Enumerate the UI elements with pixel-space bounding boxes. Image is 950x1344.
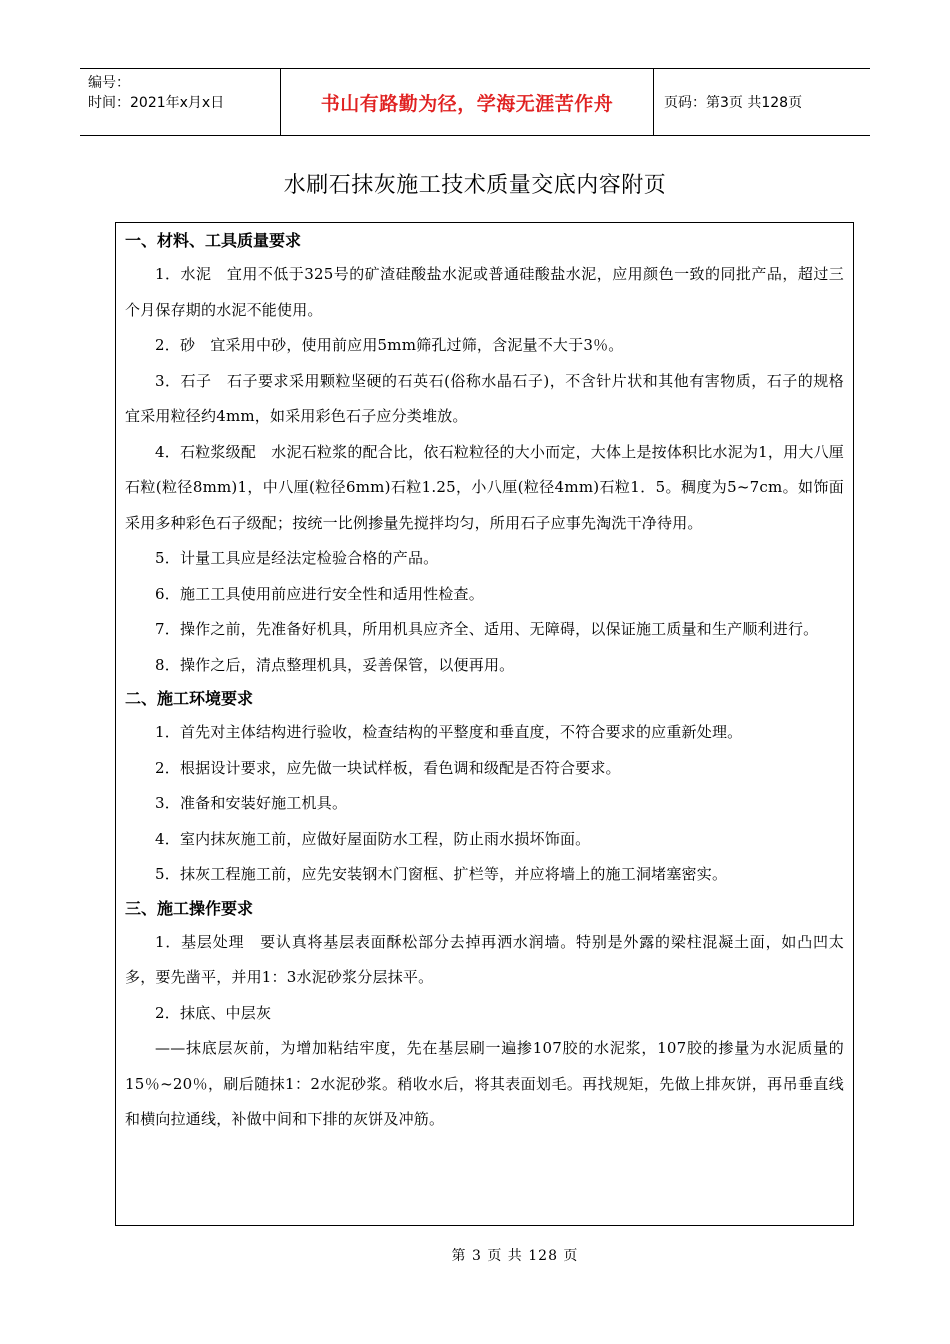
paragraph: 4．室内抹灰施工前，应做好屋面防水工程，防止雨水损坏饰面。 (155, 829, 591, 848)
paragraph: 2．抹底、中层灰 (155, 1003, 272, 1022)
section-heading-environment: 二、施工环境要求 (125, 689, 254, 708)
paragraph: 2．砂 宜采用中砂，使用前应用5mm筛孔过筛，含泥量不大于3％。 (155, 336, 624, 354)
document-title: 水刷石抹灰施工技术质量交底内容附页 (283, 173, 667, 198)
paragraph: 7．操作之前，先准备好机具，所用机具应齐全、适用、无障碍，以保证施工质量和生产顺利进行。 (155, 620, 819, 638)
paragraph: 4．石粒浆级配 水泥石粒浆的配合比，依石粒粒径的大小而定，大体上是按体积比水泥为1，用大八厘石粒(粒径8mm)1，中八厘(粒径6mm)石粒1.25，小八厘(粒径4mm)石粒1．5。稠度为5~7cm。如饰面采用多种彩色石子级配；按统一比例掺量先搅拌均匀，所用石子应事先淘洗干净待用。 (125, 442, 844, 532)
paragraph: 3．准备和安装好施工机具。 (155, 794, 348, 812)
paragraph: 2．根据设计要求，应先做一块试样板，看色调和级配是否符合要求。 (155, 758, 621, 777)
page-header (80, 68, 870, 136)
header-motto: 书山有路勤为径，学海无涯苦作舟 (281, 69, 654, 135)
paragraph: 5．抹灰工程施工前，应先安装钢木门窗框、扩栏等，并应将墙上的施工洞堵塞密实。 (155, 865, 728, 883)
paragraph: 1．基层处理 要认真将基层表面酥松部分去掉再洒水润墙。特别是外露的梁柱混凝土面，如凸凹太多，要先凿平，并用1：3水泥砂浆分层抹平。 (125, 932, 844, 986)
paragraph: 3．石子 石子要求采用颗粒坚硬的石英石(俗称水晶石子)，不含针片状和其他有害物质，石子的规格宜采用粒径约4mm，如采用彩色石子应分类堆放。 (125, 371, 844, 425)
paragraph: 1．水泥 宜用不低于325号的矿渣硅酸盐水泥或普通硅酸盐水泥，应用颜色一致的同批产品，超过三个月保存期的水泥不能使用。 (125, 265, 844, 319)
header-page-info: 页码：第3页 共128页 (664, 95, 803, 111)
number-label: 编号： (88, 75, 130, 91)
section-heading-materials: 一、材料、工具质量要求 (125, 231, 302, 250)
paragraph: 8．操作之后，清点整理机具，妥善保管，以便再用。 (155, 655, 515, 674)
paragraph: 6．施工工具使用前应进行安全性和适用性检查。 (155, 584, 484, 603)
page-footer: 第 3 页 共 128 页 (451, 1248, 579, 1264)
header-meta (80, 69, 281, 135)
paragraph: 1．首先对主体结构进行验收，检查结构的平整度和垂直度，不符合要求的应重新处理。 (155, 723, 743, 741)
paragraph-dash: ——抹底层灰前，为增加粘结牢度，先在基层刷一遍掺107胶的水泥浆，107胶的掺量为水泥质量的15％~20％，刷后随抹1：2水泥砂浆。稍收水后，将其表面划毛。再找规矩，先做上排灰饼，再吊垂直线和横向拉通线，补做中间和下排的灰饼及冲筋。 (125, 1039, 844, 1128)
paragraph: 5．计量工具应是经法定检验合格的产品。 (155, 549, 439, 567)
content-box (115, 222, 854, 1226)
section-heading-operation: 三、施工操作要求 (125, 898, 254, 918)
time-label: 时间：2021年x月x日 (88, 95, 225, 111)
